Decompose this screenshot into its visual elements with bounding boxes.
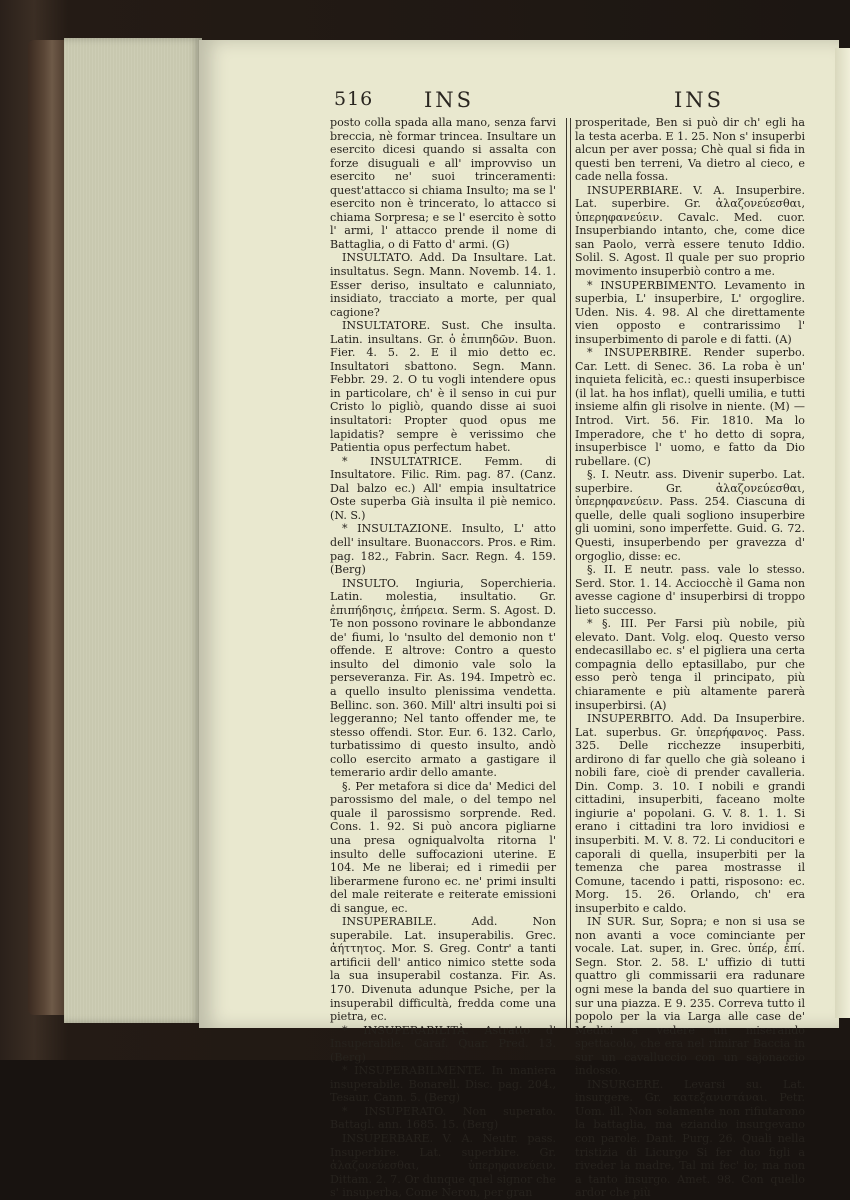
next-page-edge [835,48,850,1018]
entry-insuperbire-2: §. II. E neutr. pass. vale lo stesso. Serd. Stor. 1. 14. Acciocchè il Gama non avesse cagione d' insuperbirsi di troppo lieto successo. [575,563,805,617]
entry-insuperbare: INSUPERBARE. V. A. Neutr. pass. Insuperbire. Lat. superbire. Gr. ἀλαζονεύεσθαι, ὑπερηφανεύειν. Dittam. 2. 7. Or dunque quel signor che s' insuperba, Come Neron, per gran [330,1132,556,1200]
entry-insuperbiare: INSUPERBIARE. V. A. Insuperbire. Lat. superbire. Gr. ἀλαζονεύεσθαι, ὑπερηφανεύειν. Cavalc. Med. cuor. Insuperbiando intanto, che, come dice san Paolo, verrà essere tenuto Iddio. Solil. S. Agost. Il quale per suo proprio movimento insuperbiò contro a me. [575,183,805,279]
entry-insurgere: INSURGERE. Levarsi su. Lat. insurgere. Gr. κατεξανιστάναι. Petr. Uom. ill. Non solamente non rifiutarono la battaglia, ma eziandio insurgevano con parole. Dant. Purg. 26. Quali nella tristizia di Licurgo Si fer duo figli a riveder la madre, Tal mi fec' io; ma non a tanto insurgo. Amet. 98. Con quello ardor che più [575,1077,805,1200]
entry-insuperbimento: * INSUPERBIMENTO. Levamento in superbia, L' insuperbire, L' orgoglire. Uden. Nis. 4. 98. Al che direttamente vien opposto e contrarissimo l' insuperbimento di parole e di fatti. (A) [575,278,805,346]
entry-insultazione: * INSULTAZIONE. Insulto, L' atto dell' insultare. Buonaccors. Pros. e Rim. pag. 182., Fabrin. Sacr. Regn. 4. 159. (Berg) [330,522,556,577]
running-head-left: INS [424,88,475,112]
entry-insuperabile: INSUPERABILE. Add. Non superabile. Lat. insuperabilis. Grec. ἀήττητος. Mor. S. Greg. Contr' a tanti artificii dell' antico nimico stette soda la sua insuperabil costanza. Fir. As. 170. Divenuta adunque Psiche, per la insuperabil difficultà, fredda come una pietra, ec. [330,915,556,1024]
entry-insultatrice: * INSULTATRICE. Femm. di Insultatore. Filic. Rim. pag. 87. (Canz. Dal balzo ec.) All' empia insultatrice Oste superba Già insulta il piè nemico. (N. S.) [330,454,556,522]
right-column [575,116,805,1200]
entry-text: posto colla spada alla mano, senza farvi breccia, nè formar trincea. Insultare un esercito dicesi quando si assalta con forze disuguali e all' improvviso un esercito ne' suoi trinceramenti: quest'attacco si chiama Insulto; ma se l' esercito non è trincerato, lo attacco si chiama Sorpresa; e se l' esercito è sotto l' armi, l' attacco prende il nome di Battaglia, o di Fatto d' armi. (G) [330,116,556,251]
entry-insuperato: * INSUPERATO. Non superato. Battagl. ann. 1685. 15. (Berg) [330,1104,556,1132]
entry-in-sur: IN SUR. Sur, Sopra; e non si usa se non avanti a voce cominciante per vocale. Lat. super, in. Grec. ὑπέρ, ἐπί. Segn. Stor. 2. 58. L' uffizio di tutti quattro gli commissarii era radunare ogni mese la banda del suo quartiere in sur una piazza. E 9. 235. Correva tutto il popolo per la via Larga alle case de' Medici a vedere un miserando spettacolo, che era nel rimirar Baccia in sur un cavalluccio con un sajonaccio indosso. [575,915,805,1078]
entry-insultatore: INSULTATORE. Sust. Che insulta. Latin. insultans. Gr. ὁ ἐπιπηδῶν. Buon. Fier. 4. 5. 2. E il mio detto ec. Insultatori sbattono. Segn. Mann. Febbr. 29. 2. O tu vogli intendere opus in particolare, ch' è il senso in cui pur Cristo lo pigliò, quando disse ai suoi insultatori: Propter quod opus me lapidatis? sempre è verissimo che Patientia opus perfectum habet. [330,319,556,455]
running-head-right: INS [674,88,725,112]
entry-insuperbito: INSUPERBITO. Add. Da Insuperbire. Lat. superbus. Gr. ὑπερήφανος. Pass. 325. Delle ricchezze insuperbiti, ardirono di far quello che già soleano i nobili fare, cioè di prender cavalleria. Din. Comp. 3. 10. I nobili e grandi cittadini, insuperbiti, faceano molte ingiurie a' popolani. G. V. 8. 1. 1. Si erano i cittadini tra loro invidiosi e insuperbiti. M. V. 8. 72. Li conducitori e caporali di quella, insuperbiti per la temenza che parea mostrasse il Comune, tacendo i patti, risposono: ec. Morg. 15. 26. Orlando, ch' era insuperbito e caldo. [575,712,805,915]
entry-insuperbire-3: * §. III. Per Farsi più nobile, più elevato. Dant. Volg. eloq. Questo verso endecasillabo ec. s' el pigliera una certa compagnia dello eptasillabo, pur che esso però tenga il principato, più chiaramente e più altamente parerà insuperbirsi. (A) [575,617,805,712]
entry-insuperabilmente: * INSUPERABILMENTE. In maniera insuperabile. Bonarell. Disc. pag. 204., Tesaur. Cann. 5. (Berg) [330,1064,556,1105]
page-number: 516 [334,88,374,110]
left-column [330,116,556,1200]
entry-insultato: INSULTATO. Add. Da Insultare. Lat. insultatus. Segn. Mann. Novemb. 14. 1. Esser deriso, insultato e calunniato, insidiato, tracciato a morte, per qual cagione? [330,251,556,319]
column-divider [566,118,571,1028]
book-cover-edge [28,40,68,1015]
entry-insulto-metafora: §. Per metafora si dice da' Medici del parossismo del male, o del tempo nel quale il parossismo sorprende. Red. Cons. 1. 92. Si può ancora pigliarne una presa ogniqualvolta ritorna l' insulto delle suffocazioni uterine. E 104. Me ne liberai; ed i rimedii per liberarmene furono ec. ne' primi insulti del male reiterate e reiterate emissioni di sangue, ec. [330,779,556,915]
entry-insuperabilita: * INSUPERABILITÀ. Astratto d' Insuperabile. Caraf. Quar. Pred. 13. (Berg) [330,1023,556,1064]
entry-text: prosperitade, Ben si può dir ch' egli ha la testa acerba. E 1. 25. Non s' insuperbi alcun per aver possa; Chè qual si fida in questi ben terreni, Va dietro al cieco, e cade nella fossa. [575,116,805,184]
entry-insuperbire: * INSUPERBIRE. Render superbo. Car. Lett. di Senec. 36. La roba è un' inquieta felicità, ec.: questi insuperbisce (il lat. ha hos inflat), quelli umilia, e tutti insieme alfin gli risolve in niente. (M) — Introd. Virt. 56. Fir. 1810. Ma lo Imperadore, che t' ho detto di sopra, insuperbisce l' uomo, e fatto da Dio rubellare. (C) [575,346,805,468]
entry-insulto: INSULTO. Ingiuria, Soperchieria. Latin. molestia, insultatio. Gr. ἐπιπήδησις, ἐπήρεια. Serm. S. Agost. D. Te non possono rovinare le abbondanze de' fiumi, lo 'nsulto del demonio non t' offende. E altrove: Contro a questo insulto del dimonio vale solo la perseveranza. Fir. As. 194. Impetrò ec. a quello insulto plenissima vendetta. Bellinc. son. 360. Mill' altri insulti poi si leggeranno; Nel tanto offender me, te stesso offendi. Stor. Eur. 6. 132. Carlo, turbatissimo di questo insulto, andò collo esercito armato a gastigare il temerario ardir dello amante. [330,576,556,780]
entry-insuperbire-1: §. I. Neutr. ass. Divenir superbo. Lat. superbire. Gr. ἀλαζονεύεσθαι, ὑπερηφανεύειν. Pass. 254. Ciascuna di quelle, delle quali sogliono insuperbire gli uomini, sono imperfette. Guid. G. 72. Questi, insuperbendo per gravezza d' orgoglio, disse: ec. [575,468,805,563]
stacked-page-edges [64,38,202,1023]
